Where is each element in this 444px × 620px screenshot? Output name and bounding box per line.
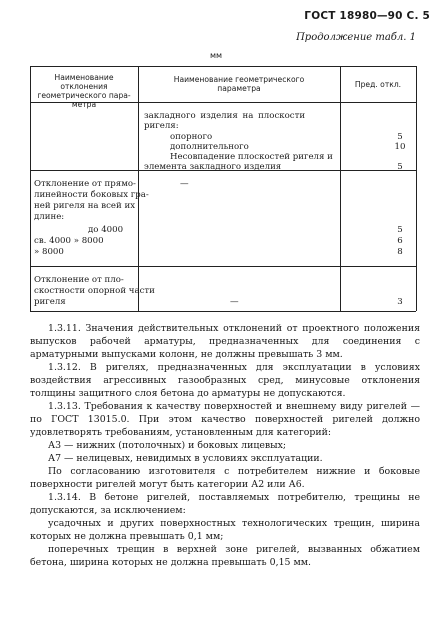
list-item: А7 — нелицевых, невидимых в условиях эксплуатации. <box>48 453 323 464</box>
row2-line: » 8000 <box>34 247 64 257</box>
row3-value: 3 <box>397 297 403 307</box>
row1-line: опорного <box>170 132 213 142</box>
row1-line: Несовпадение плоскостей ригеля и <box>170 152 333 162</box>
row2-dash: — <box>180 179 189 189</box>
row2-line: до 4000 <box>88 225 124 235</box>
row2-value: 6 <box>397 236 403 246</box>
row3-line: ригеля <box>34 297 66 307</box>
row2-line: линейности боковых гра- <box>34 190 149 200</box>
paragraph: 1.3.14. В бетоне ригелей, поставляемых потребителю, трещины не допускаются, за исключением: <box>30 492 420 516</box>
row1-value: 10 <box>394 142 406 152</box>
row2-value: 5 <box>397 225 403 235</box>
tolerance-table <box>30 66 416 311</box>
list-item: поперечных трещин в верхней зоне ригелей, вызванных обжатием бетона, ширина которых не должна превышать 0,15 мм. <box>30 544 420 568</box>
row1-line: элемента закладного изделия <box>144 162 282 172</box>
table-units: мм <box>210 51 223 60</box>
row3-line: Отклонение от пло- <box>34 275 124 285</box>
list-item: А3 — нижних (потолочных) и боковых лицевых; <box>48 440 287 451</box>
column-header-parameter: Наименование геометрического параметра <box>173 75 305 93</box>
row1-value: 5 <box>397 132 403 142</box>
column-header-limit: Пред. откл. <box>354 80 402 89</box>
paragraph: 1.3.11. Значения действительных отклонений от проектного положения выпусков рабочей арматуры, предназначенных для соединения с арматурными выпусками колонн, не должны превышать 3 мм. <box>30 323 420 360</box>
row2-line: Отклонение от прямо- <box>34 179 136 189</box>
column-header-deviation: Наименование отклонения геометрического пара- метра <box>37 73 131 109</box>
body-text <box>30 322 420 569</box>
page-header-code: ГОСТ 18980—90 С. 5 <box>304 10 430 22</box>
row2-value: 8 <box>397 247 403 257</box>
row2-line: длине: <box>34 212 65 222</box>
paragraph: 1.3.13. Требования к качеству поверхностей и внешнему виду ригелей — по ГОСТ 13015.0. При этом качество поверхностей ригелей должно удовлетворять требованиям, установленным для категорий: <box>30 401 420 438</box>
row1-line: закладного изделия на плоскости <box>144 111 306 121</box>
row1-line: дополнительного <box>170 142 249 152</box>
row2-line: св. 4000 » 8000 <box>34 236 104 246</box>
row3-line: скостности опорной части <box>34 286 155 296</box>
row2-line: ней ригеля на всей их <box>34 201 136 211</box>
row1-value: 5 <box>397 162 403 172</box>
row1-line: ригеля: <box>144 121 179 131</box>
paragraph: По согласованию изготовителя с потребителем нижние и боковые поверхности ригелей могут быть категории А2 или А6. <box>30 466 420 490</box>
table-continuation-label: Продолжение табл. 1 <box>296 32 416 43</box>
row3-dash: — <box>230 297 239 307</box>
paragraph: 1.3.12. В ригелях, предназначенных для эксплуатации в условиях воздействия агрессивных газообразных сред, минусовые отклонения толщины защитного слоя бетона до арматуры не допускаются. <box>30 362 420 399</box>
list-item: усадочных и других поверхностных технологических трещин, ширина которых не должна превышать 0,1 мм; <box>30 518 420 542</box>
